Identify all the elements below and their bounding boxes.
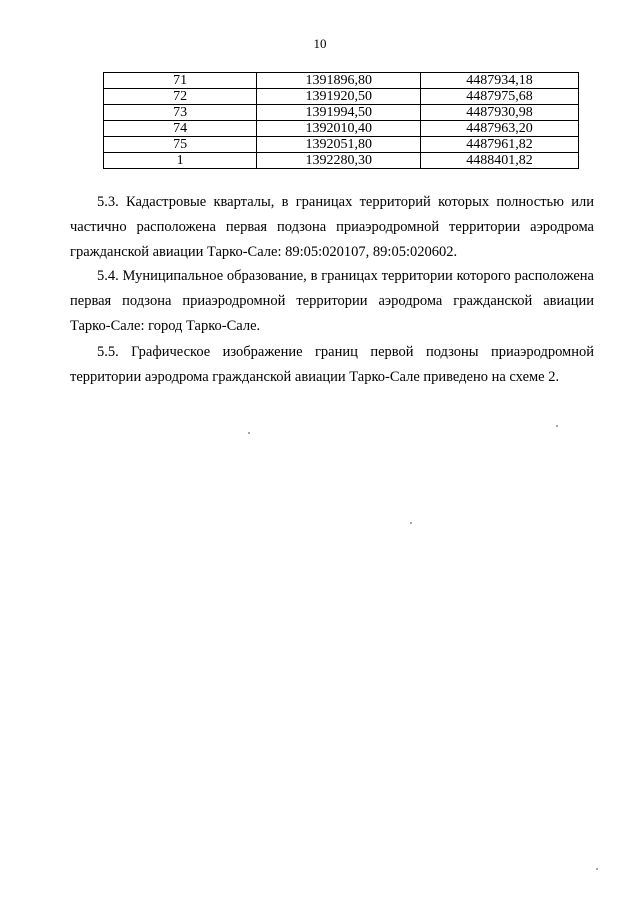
scan-speck bbox=[248, 432, 250, 434]
x-coordinate-cell: 1391994,50 bbox=[257, 105, 421, 121]
table-row bbox=[104, 137, 579, 153]
paragraph-body: территории аэродрома гражданской авиации Тарко-Сале приведено на схеме 2. bbox=[70, 369, 560, 385]
paragraph-5-3 bbox=[70, 190, 594, 265]
y-coordinate-cell: 4487975,68 bbox=[421, 89, 579, 105]
y-coordinate-cell: 4487963,20 bbox=[421, 121, 579, 137]
scan-speck bbox=[556, 425, 558, 427]
y-coordinate-cell: 4487930,98 bbox=[421, 105, 579, 121]
table-row bbox=[104, 153, 579, 169]
paragraph-body: частично расположена первая подзона приаэродромной территории аэродрома гражданской авиации Тарко-Сале: 89:05:020107, 89:05:020602. bbox=[70, 219, 594, 260]
x-coordinate-cell: 1391896,80 bbox=[257, 73, 421, 89]
point-number-cell: 1 bbox=[104, 153, 257, 169]
x-coordinate-cell: 1392010,40 bbox=[257, 121, 421, 137]
point-number-cell: 72 bbox=[104, 89, 257, 105]
paragraph-first-line: 5.4. Муниципальное образование, в границах территории которого расположена bbox=[97, 268, 594, 284]
x-coordinate-cell: 1392280,30 bbox=[257, 153, 421, 169]
point-number-cell: 75 bbox=[104, 137, 257, 153]
paragraph-5-5 bbox=[70, 340, 594, 390]
coordinates-table bbox=[103, 72, 579, 169]
y-coordinate-cell: 4488401,82 bbox=[421, 153, 579, 169]
table-row bbox=[104, 73, 579, 89]
scan-speck bbox=[410, 522, 412, 524]
y-coordinate-cell: 4487961,82 bbox=[421, 137, 579, 153]
x-coordinate-cell: 1391920,50 bbox=[257, 89, 421, 105]
paragraph-body: первая подзона приаэродромной территории аэродрома гражданской авиации Тарко-Сале: город Тарко-Сале. bbox=[70, 293, 594, 334]
paragraph-first-line: 5.3. Кадастровые кварталы, в границах территорий которых полностью или bbox=[97, 194, 594, 210]
x-coordinate-cell: 1392051,80 bbox=[257, 137, 421, 153]
y-coordinate-cell: 4487934,18 bbox=[421, 73, 579, 89]
point-number-cell: 74 bbox=[104, 121, 257, 137]
table-row bbox=[104, 105, 579, 121]
table-row bbox=[104, 121, 579, 137]
table-row bbox=[104, 89, 579, 105]
paragraph-5-4 bbox=[70, 264, 594, 339]
point-number-cell: 71 bbox=[104, 73, 257, 89]
scan-speck bbox=[596, 868, 598, 870]
page-number: 10 bbox=[313, 36, 327, 51]
point-number-cell: 73 bbox=[104, 105, 257, 121]
paragraph-first-line: 5.5. Графическое изображение границ первой подзоны приаэродромной bbox=[97, 344, 594, 360]
